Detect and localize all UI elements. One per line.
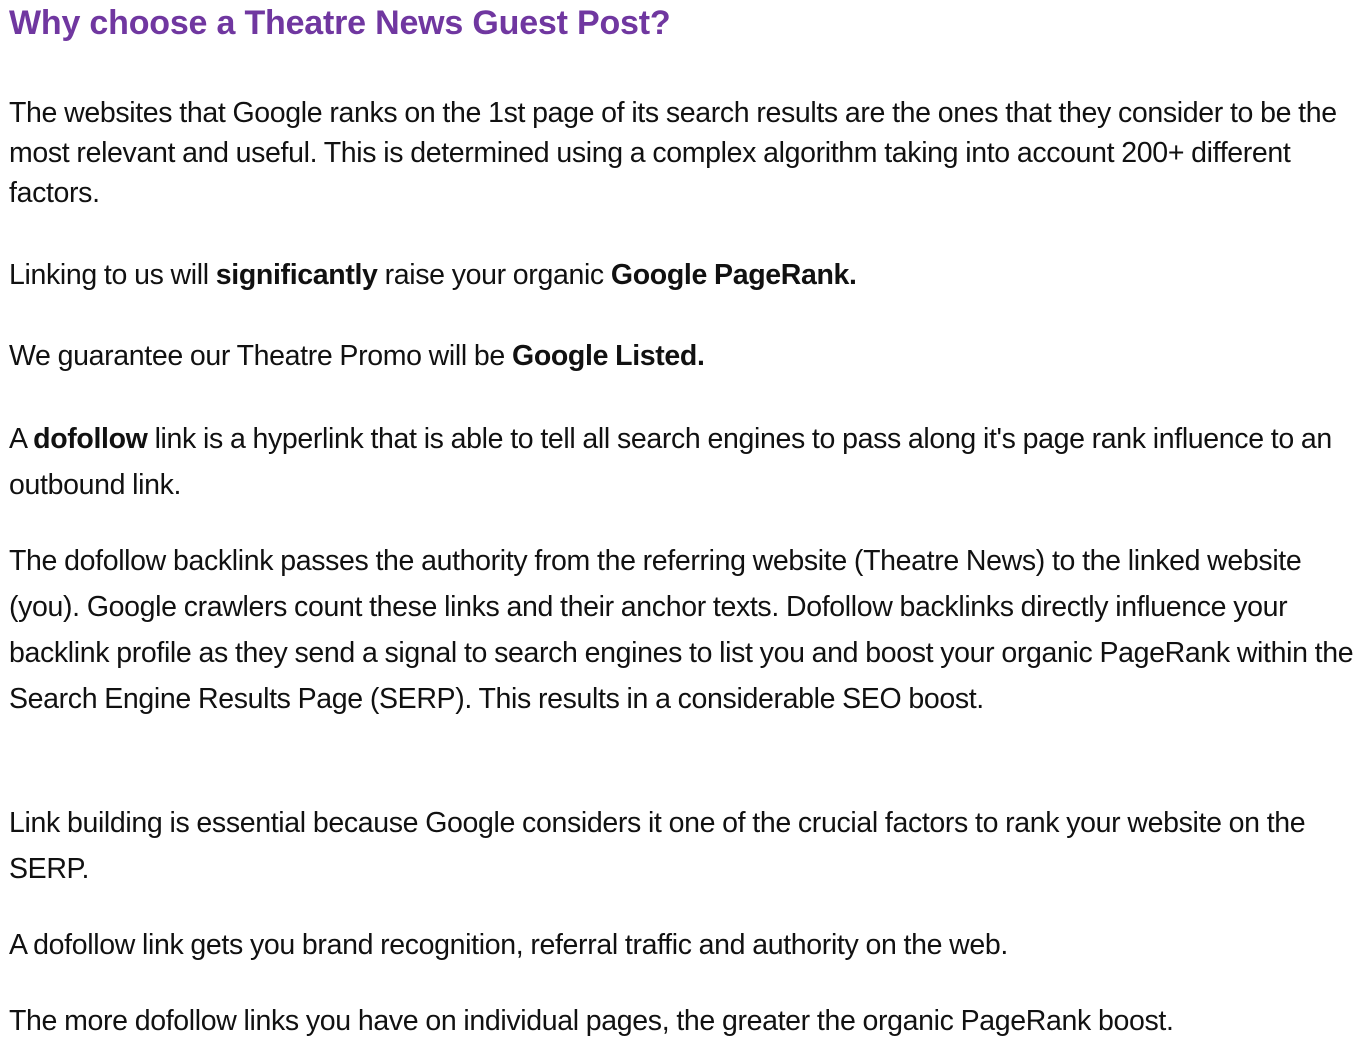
- emphasis-google-pagerank: Google PageRank.: [610, 259, 857, 291]
- paragraph-dofollow-definition: [9, 416, 1358, 508]
- paragraph-ranking: The websites that Google ranks on the 1st page of its search results are the ones that they consider to be the most relevant and useful. This is determined using a complex algorithm taking into account 200+ different factors.: [9, 97, 1337, 209]
- text: We guarantee our Theatre Promo will be: [9, 340, 512, 372]
- page-title: Why choose a Theatre News Guest Post?: [9, 4, 671, 42]
- paragraph-brand-recognition: A dofollow link gets you brand recognition, referral traffic and authority on the web.: [9, 929, 1008, 961]
- emphasis-significantly: significantly: [215, 259, 378, 291]
- text: raise your organic: [377, 259, 611, 291]
- emphasis-google-listed: Google Listed.: [512, 340, 705, 372]
- paragraph-more-links: The more dofollow links you have on individual pages, the greater the organic PageRank boost.: [9, 1005, 1174, 1037]
- text: link is a hyperlink that is able to tell all search engines to pass along it's page rank influence to an outbound link.: [9, 423, 1332, 501]
- paragraph-link-building: Link building is essential because Google considers it one of the crucial factors to rank your website on the SERP.: [9, 807, 1306, 885]
- text: A: [9, 423, 34, 455]
- emphasis-dofollow: dofollow: [33, 423, 148, 455]
- paragraph-backlink-authority: The dofollow backlink passes the authority from the referring website (Theatre News) to the linked website (you). Google crawlers count these links and their anchor texts. Dofollow backlinks directly influence your backlink profile as they send a signal to search engines to list you and boost your organic PageRank within the Search Engine Results Page (SERP). This results in a considerable SEO boost.: [9, 545, 1354, 715]
- paragraph-linking: [9, 255, 1358, 295]
- paragraph-guarantee: [9, 336, 1358, 376]
- text: Linking to us will: [9, 259, 216, 291]
